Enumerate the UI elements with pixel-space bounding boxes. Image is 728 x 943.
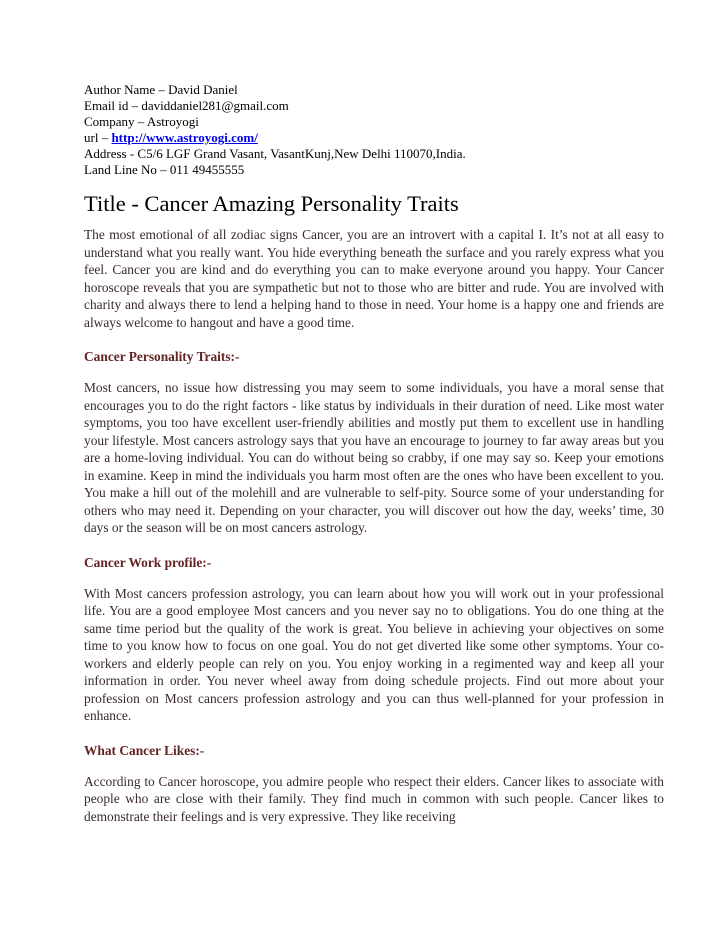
- url-line: [84, 130, 664, 146]
- section-text-personality: Most cancers, no issue how distressing you may seem to some individuals, you have a moral sense that encourages you to do the right factors - like status by individuals in their duration of need. Like most water symptoms, you too have excellent user-friendly abilities and mostly put them to excellent use in handling your lifestyle. Most cancers astrology says that you have an encourage to journey to far away areas but you are a home-loving individual. You can do without being so crabby, if one may say so. Keep your emotions in examine. Keep in mind the individuals you harm most often are the ones who have been excellent to you. You make a hill out of the molehill and are vulnerable to self-pity. Source some of your understanding for others who may need it. Depending on your character, you will discover out how the day, weeks’ time, 30 days or the season will be on most cancers astrology.: [84, 380, 664, 535]
- section-heading-personality: Cancer Personality Traits:-: [84, 349, 240, 364]
- address: Address - C5/6 LGF Grand Vasant, VasantKunj,New Delhi 110070,India.: [84, 146, 466, 161]
- document-page: [84, 82, 664, 825]
- section-text-work: With Most cancers profession astrology, you can learn about how you will work out in your professional life. You are a good employee Most cancers and you never say no to obligations. You do one thing at the same time period but the quality of the work is great. You believe in achieving your objectives on some time to you know how to focus on one goal. You do not get diverted like some other symptoms. Your co-workers and elderly people can rely on you. You enjoy working in a regimented way and keep all your information in order. You never wheel away from doing schedule projects. Find out more about your profession on Most cancers profession astrology and you can thus well-planned for your profession in enhance.: [84, 585, 664, 723]
- section-text-likes: According to Cancer horoscope, you admire people who respect their elders. Cancer likes to associate with people who are close with their family. They find much in common with such people. Cancer likes to demonstrate their feelings and is very expressive. They like receiving: [84, 773, 664, 824]
- author-name: Author Name – David Daniel: [84, 82, 238, 97]
- author-email: Email id – daviddaniel281@gmail.com: [84, 98, 289, 113]
- page-title: Title - Cancer Amazing Personality Traits: [84, 191, 459, 216]
- section-heading-work: Cancer Work profile:-: [84, 554, 212, 570]
- landline: Land Line No – 011 49455555: [84, 162, 245, 177]
- website-link[interactable]: http://www.astroyogi.com/: [111, 130, 258, 145]
- url-label: url –: [84, 130, 112, 145]
- section-heading-likes: What Cancer Likes:-: [84, 742, 205, 758]
- author-info: [84, 82, 664, 178]
- intro-paragraph: The most emotional of all zodiac signs Cancer, you are an introvert with a capital I. It’s not at all easy to understand what you really want. You hide everything beneath the surface and you rarely express what you feel. Cancer you are kind and do everything you can to make everyone around you happy. Your Cancer horoscope reveals that you are sympathetic but not to those who are bitter and rude. You are involved with charity and always there to lend a helping hand to those in need. Your home is a happy one and friends are always welcome to hangout and have a good time.: [84, 227, 664, 330]
- company-name: Company – Astroyogi: [84, 114, 199, 129]
